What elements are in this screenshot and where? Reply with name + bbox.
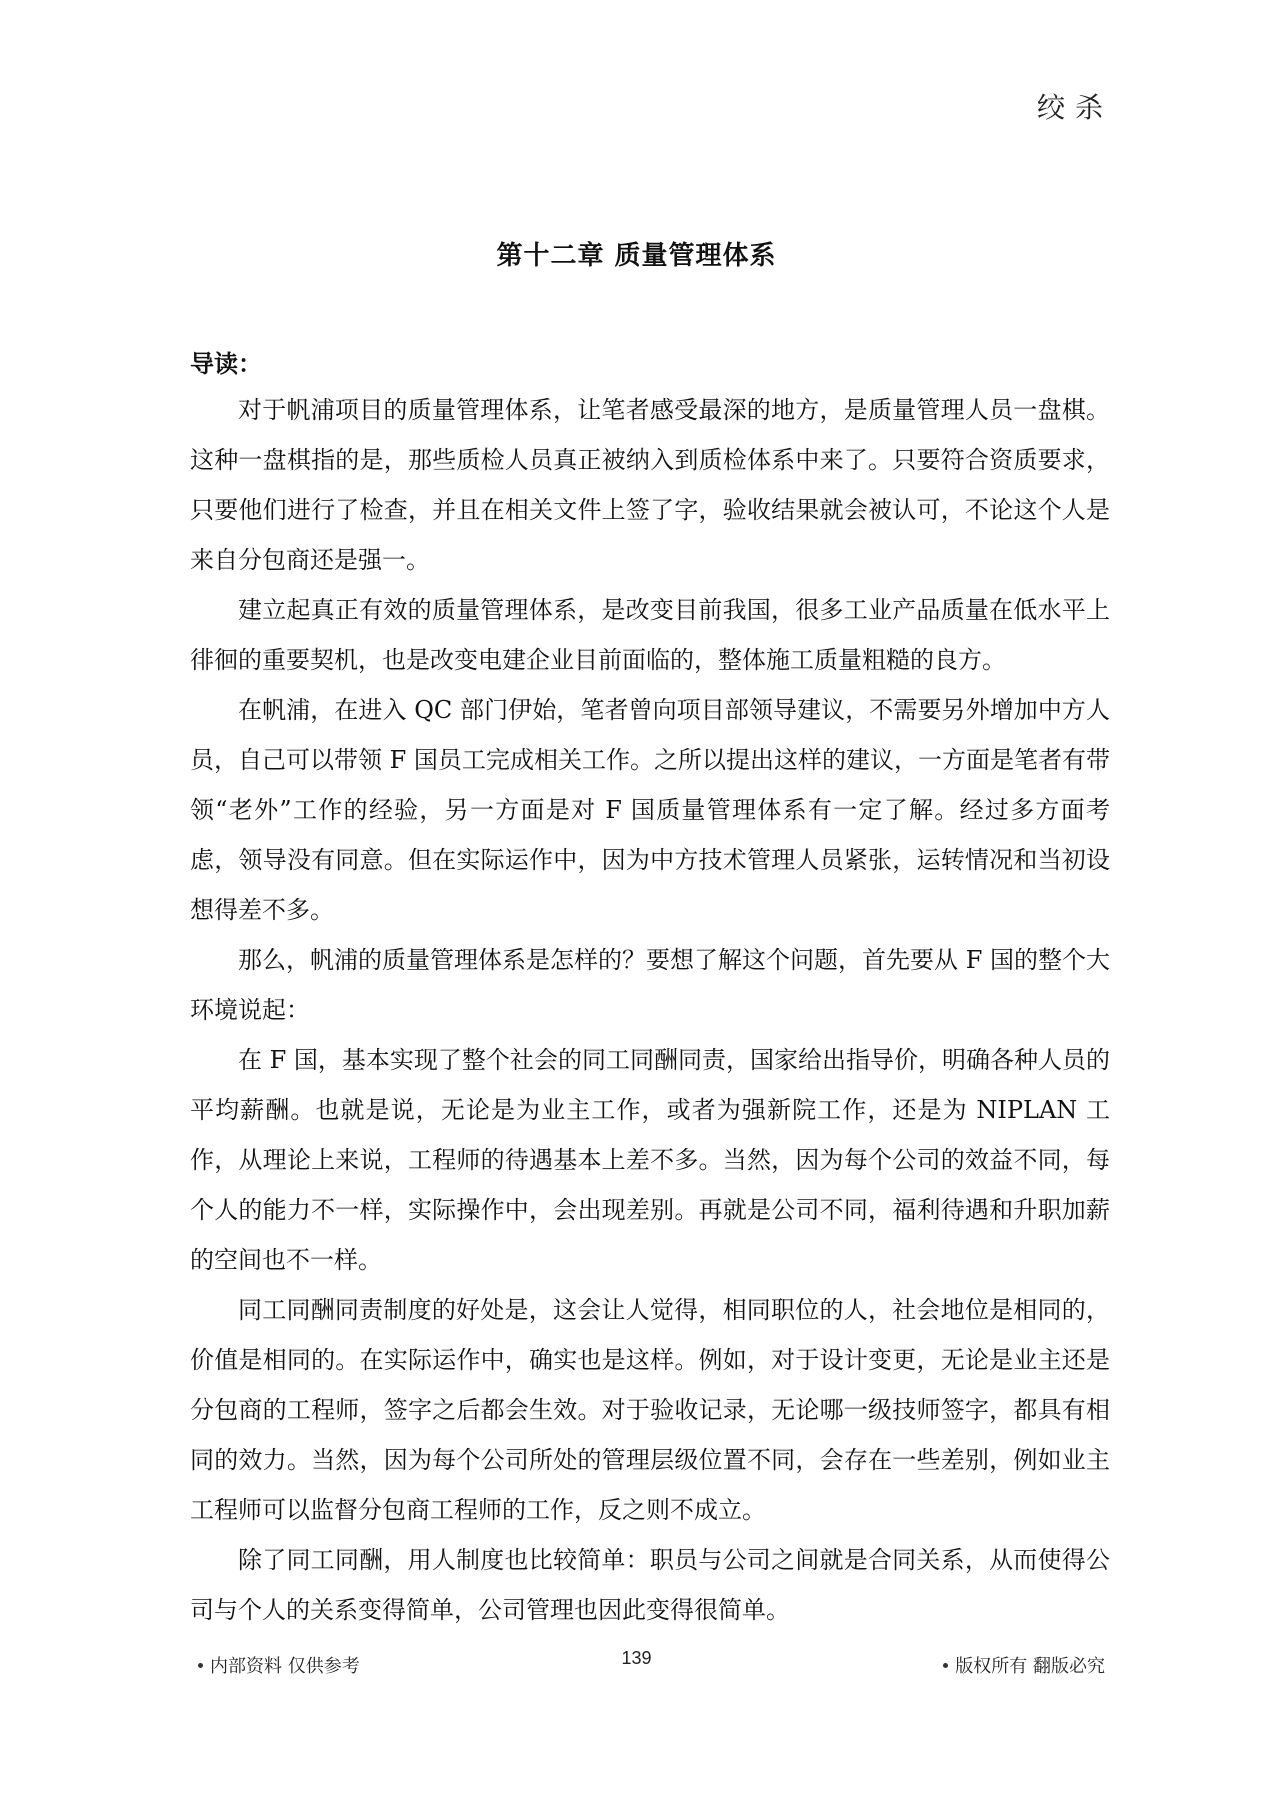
running-header-mark: 绞杀 xyxy=(1036,91,1113,124)
footer-right-text: 版权所有 翻版必究 xyxy=(955,1656,1105,1677)
paragraph: 在 F 国，基本实现了整个社会的同工同酬同责，国家给出指导价，明确各种人员的平均薪酬。也就是说，无论是为业主工作，或者为强新院工作，还是为 NIPLAN 工作，从理论上来说，工程师的待遇基本上差不多。当然，因为每个公司的效益不同，每个人的能力不一样，实际操作中，会出现差别。再就是公司不同，福利待遇和升职加薪的空间也不一样。 xyxy=(190,1046,1110,1274)
paragraph: 建立起真正有效的质量管理体系，是改变目前我国，很多工业产品质量在低水平上徘徊的重要契机，也是改变电建企业目前面临的，整体施工质量粗糙的良方。 xyxy=(190,596,1110,674)
page-number: 139 xyxy=(621,1648,652,1668)
paragraph: 对于帆浦项目的质量管理体系，让笔者感受最深的地方，是质量管理人员一盘棋。这种一盘棋指的是，那些质检人员真正被纳入到质检体系中来了。只要符合资质要求，只要他们进行了检查，并且在相关文件上签了字，验收结果就会被认可，不论这个人是来自分包商还是强一。 xyxy=(190,396,1110,574)
footer-right xyxy=(943,1652,1105,1678)
page-footer xyxy=(0,1648,1273,1682)
body-text xyxy=(190,385,1110,1635)
intro-heading: 导读： xyxy=(190,350,262,378)
paragraph: 那么，帆浦的质量管理体系是怎样的？要想了解这个问题，首先要从 F 国的整个大环境说起： xyxy=(190,946,1110,1024)
paragraph: 除了同工同酬，用人制度也比较简单：职员与公司之间就是合同关系，从而使得公司与个人的关系变得简单，公司管理也因此变得很简单。 xyxy=(190,1546,1110,1624)
bullet-icon xyxy=(943,1663,948,1668)
footer-left-text: 内部资料 仅供参考 xyxy=(210,1656,360,1677)
paragraph: 同工同酬同责制度的好处是，这会让人觉得，相同职位的人，社会地位是相同的，价值是相同的。在实际运作中，确实也是这样。例如，对于设计变更，无论是业主还是分包商的工程师，签字之后都会生效。对于验收记录，无论哪一级技师签字，都具有相同的效力。当然，因为每个公司所处的管理层级位置不同，会存在一些差别，例如业主工程师可以监督分包商工程师的工作，反之则不成立。 xyxy=(190,1296,1110,1524)
chapter-title: 第十二章 质量管理体系 xyxy=(496,241,777,271)
paragraph: 在帆浦，在进入 QC 部门伊始，笔者曾向项目部领导建议，不需要另外增加中方人员，自己可以带领 F 国员工完成相关工作。之所以提出这样的建议，一方面是笔者有带领“老外”工作的经验，另一方面是对 F 国质量管理体系有一定了解。经过多方面考虑，领导没有同意。但在实际运作中，因为中方技术管理人员紧张，运转情况和当初设想得差不多。 xyxy=(190,696,1110,924)
